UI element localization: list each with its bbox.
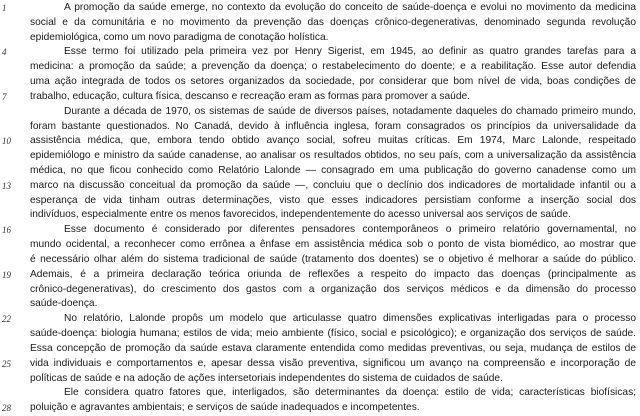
text-line: medicina: a promoção da saúde; a prevenção da doença; o restabelecimento do doente; e a reabilitação. Esse autor defendia [30,61,636,73]
text-line: social e da comunitária e no movimento da prevenção das doenças crônico-degenerativas, denominado segunda revolução [30,16,636,28]
text-line: poluição e agravantes ambientais; e serviços de saúde inadequados e incompetentes. [30,402,420,414]
line-number: 25 [2,358,11,369]
text-line: Ademais, é a primeira declaração teórica oriunda de reflexões a respeito do impacto das doenças (principalmente as [30,268,636,280]
text-line: saúde-doença: biologia humana; estilos de vida; meio ambiente (físico, social e psicológico); e organização dos serviços de saúde. [30,328,636,340]
line-number: 10 [2,136,11,147]
text-line: trabalho, educação, cultura física, descanso e recreação eram as formas para promover a saúde. [30,90,470,102]
text-line: A promoção da saúde emerge, no contexto da evolução do conceito de saúde-doença e evolui no movimento da medicina [64,2,636,13]
line-number: 7 [2,91,7,102]
text-line: Esse termo foi utilizado pela primeira vez por Henry Sigerist, em 1945, ao definir as quatro grandes tarefas para a [64,46,636,58]
text-line: políticas de saúde e na adoção de ações intersetoriais independentes do sistema de cuidados de saúde. [30,372,503,384]
text-line: saúde-doença. [30,298,98,310]
text-line: é necessário olhar além do sistema tradicional de saúde (tratamento dos doentes) se o objetivo é melhorar a saúde do público. [30,253,636,265]
line-number: 19 [2,269,11,280]
text-line: Ele considera quatro fatores que, interligados, são determinantes da doença: estilo de vida; características biofísicas; [64,387,636,399]
text-line: vida individuais e comportamentos e, apesar dessa visão preventiva, significou um avanço na compreensão e incorporação de [30,357,636,369]
text-line: foram bastante questionados. No Canadá, devido à influência inglesa, foram consagrados os princípios da universalidade da [30,120,636,132]
text-line: Esse documento é considerado por diferentes pensadores contemporâneos o primeiro relatório governamental, no [64,224,636,236]
text-line: No relatório, Lalonde propôs um modelo que articulasse quatro dimensões explicativas interligadas para o processo [64,313,636,325]
text-line: epidemiológica, como um novo paradigma de conotação holística. [30,31,329,43]
line-number: 1 [2,3,7,13]
text-line: médica, no que ficou conhecido como Relatório Lalonde — consagrado em uma publicação do governo canadense como um [30,165,636,177]
text-line: Essa concepção de promoção da saúde estava claramente entendida como medidas preventivas, ou seja, mudança de estilos de [30,342,636,354]
text-line: marco na discussão conceitual da promoção da saúde —, concluiu que o declínio dos indicadores de mortalidade infantil ou a [30,179,636,191]
text-line: epidemiólogo e ministro da saúde canadense, ao analisar os resultados obtidos, no seu país, com a universalização da assistência [30,150,636,162]
line-number: 13 [2,180,11,191]
text-line: indivíduos, especialmente entre os menos favorecidos, independentemente do acesso universal aos serviços de saúde. [30,209,571,221]
line-number: 28 [2,403,11,414]
text-line: assistência médica, que, embora tendo obtido avanço social, sofreu muitas críticas. Em 1974, Marc Lalonde, respeitado [30,135,636,147]
text-line: mundo ocidental, a reconhecer como errônea a ênfase em assistência médica sob o ponto de vista biomédico, ao mostrar que [30,239,636,251]
line-number: 4 [2,47,7,58]
text-line: esperança de vida tinham outras determinações, visto que esses indicadores persistiam conforme a inserção social dos [30,194,636,206]
text-line: crônico-degenerativas), do crescimento dos gastos com a organização dos serviços médicos e da dimensão do processo [30,283,636,295]
text-line: uma ação integrada de todos os setores organizados da sociedade, por considerar que bom nível de vida, boas condições de [30,76,636,88]
text-line: Durante a década de 1970, os sistemas de saúde de diversos países, notadamente daqueles do chamado primeiro mundo, [64,105,636,117]
line-number: 16 [2,225,11,236]
line-number: 22 [2,314,11,325]
